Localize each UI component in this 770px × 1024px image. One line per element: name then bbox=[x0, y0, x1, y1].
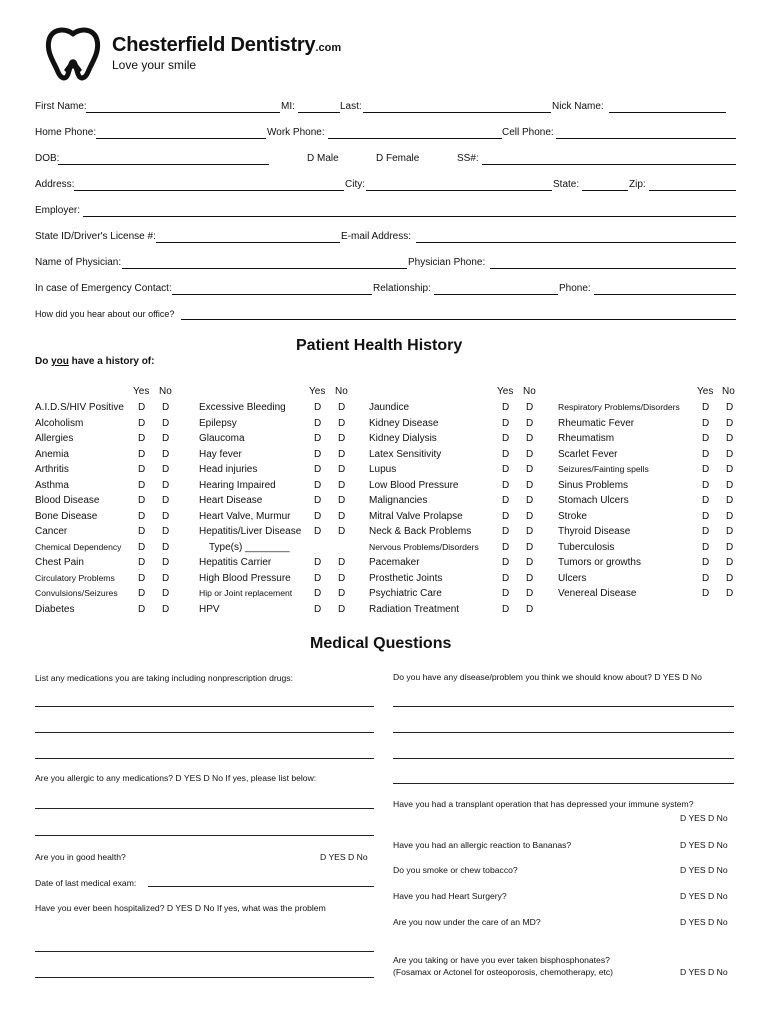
history-yes-checkbox[interactable]: D bbox=[314, 449, 322, 460]
history-yes-checkbox[interactable]: D bbox=[138, 433, 146, 444]
history-no-checkbox[interactable]: D bbox=[526, 433, 534, 444]
employer-label: Employer: bbox=[35, 205, 81, 216]
logo-tagline: Love your smile bbox=[112, 58, 197, 72]
history-no-checkbox[interactable]: D bbox=[338, 464, 346, 475]
history-no-checkbox[interactable]: D bbox=[162, 449, 170, 460]
logo bbox=[44, 24, 374, 84]
disease-line-3[interactable] bbox=[393, 758, 734, 759]
history-label: Head injuries bbox=[199, 464, 258, 475]
history-label: Hepatitis Carrier bbox=[199, 557, 272, 568]
home-phone-field[interactable] bbox=[96, 138, 266, 139]
history-yes-checkbox[interactable]: D bbox=[314, 480, 322, 491]
heart-options[interactable]: D YES D No bbox=[680, 891, 728, 901]
history-yes-checkbox[interactable]: D bbox=[502, 464, 510, 475]
work-phone-label: Work Phone: bbox=[267, 127, 325, 138]
allergic-line-1[interactable] bbox=[35, 808, 374, 809]
dob-field[interactable] bbox=[58, 164, 269, 165]
history-yes-checkbox[interactable]: D bbox=[502, 433, 510, 444]
female-checkbox[interactable]: D Female bbox=[376, 153, 420, 164]
history-no-checkbox[interactable]: D bbox=[526, 449, 534, 460]
history-yes-checkbox[interactable]: D bbox=[502, 402, 510, 413]
history-no-checkbox[interactable]: D bbox=[162, 511, 170, 522]
history-label: Hepatitis/Liver Disease bbox=[199, 526, 302, 537]
history-yes-checkbox[interactable]: D bbox=[138, 480, 146, 491]
history-yes-checkbox[interactable]: D bbox=[702, 573, 710, 584]
bananas-options[interactable]: D YES D No bbox=[680, 840, 728, 850]
history-label: Cancer bbox=[35, 526, 68, 537]
history-no-checkbox[interactable]: D bbox=[726, 402, 734, 413]
last-exam-label: Date of last medical exam: bbox=[35, 878, 137, 888]
state-label: State: bbox=[553, 179, 580, 190]
history-yes-checkbox[interactable]: D bbox=[138, 588, 146, 599]
physician-label: Name of Physician: bbox=[35, 257, 122, 268]
disease-line-2[interactable] bbox=[393, 732, 734, 733]
ssn-label: SS#: bbox=[457, 153, 479, 164]
male-checkbox[interactable]: D Male bbox=[307, 153, 339, 164]
history-yes-checkbox[interactable]: D bbox=[314, 604, 322, 615]
history-label: Psychiatric Care bbox=[369, 588, 442, 599]
history-yes-checkbox[interactable]: D bbox=[502, 526, 510, 537]
history-yes-checkbox[interactable]: D bbox=[314, 526, 322, 537]
history-yes-checkbox[interactable]: D bbox=[138, 418, 146, 429]
work-phone-field[interactable] bbox=[328, 138, 502, 139]
history-no-checkbox[interactable]: D bbox=[726, 464, 734, 475]
home-phone-label: Home Phone: bbox=[35, 127, 97, 138]
ssn-field[interactable] bbox=[482, 164, 736, 165]
history-no-checkbox[interactable]: D bbox=[726, 588, 734, 599]
history-yes-checkbox[interactable]: D bbox=[314, 573, 322, 584]
history-label: A.I.D.S/HIV Positive bbox=[35, 402, 124, 413]
history-label: Arthritis bbox=[35, 464, 69, 475]
history-label: High Blood Pressure bbox=[199, 573, 291, 584]
history-label: Pacemaker bbox=[369, 557, 420, 568]
history-no-checkbox[interactable]: D bbox=[338, 480, 346, 491]
history-label: Heart Disease bbox=[199, 495, 263, 506]
history-no-checkbox[interactable]: D bbox=[338, 526, 346, 537]
history-no-checkbox[interactable]: D bbox=[526, 418, 534, 429]
last-label: Last: bbox=[340, 101, 362, 112]
disease-label: Do you have any disease/problem you think we should know about? D YES D No bbox=[393, 672, 702, 682]
history-label: Glaucoma bbox=[199, 433, 245, 444]
md-label: Are you now under the care of an MD? bbox=[393, 917, 541, 927]
history-yes-checkbox[interactable]: D bbox=[502, 449, 510, 460]
emergency-label: In case of Emergency Contact: bbox=[35, 283, 172, 294]
history-no-checkbox[interactable]: D bbox=[526, 526, 534, 537]
history-yes-checkbox[interactable]: D bbox=[702, 433, 710, 444]
bananas-label: Have you had an allergic reaction to Bananas? bbox=[393, 840, 572, 850]
email-label: E-mail Address: bbox=[341, 231, 412, 242]
history-label: Ulcers bbox=[558, 573, 587, 584]
history-yes-checkbox[interactable]: D bbox=[314, 464, 322, 475]
history-yes-checkbox[interactable]: D bbox=[138, 449, 146, 460]
physician-phone-label: Physician Phone: bbox=[408, 257, 486, 268]
history-label: Heart Valve, Murmur bbox=[199, 511, 291, 522]
license-label: State ID/Driver's License #: bbox=[35, 231, 156, 242]
history-label: Allergies bbox=[35, 433, 74, 444]
md-options[interactable]: D YES D No bbox=[680, 917, 728, 927]
health-history-title: Patient Health History bbox=[296, 337, 463, 354]
history-yes-checkbox[interactable]: D bbox=[702, 588, 710, 599]
history-yes-checkbox[interactable]: D bbox=[314, 402, 322, 413]
hospitalized-line-1[interactable] bbox=[35, 951, 374, 952]
history-no-checkbox[interactable]: D bbox=[162, 588, 170, 599]
history-no-checkbox[interactable]: D bbox=[338, 588, 346, 599]
history-label: Stroke bbox=[558, 511, 587, 522]
medications-line-2[interactable] bbox=[35, 732, 374, 733]
col4-no-header: No bbox=[722, 386, 735, 397]
history-yes-checkbox[interactable]: D bbox=[702, 495, 710, 506]
history-label: Anemia bbox=[35, 449, 69, 460]
history-no-checkbox[interactable]: D bbox=[726, 480, 734, 491]
emergency-field[interactable] bbox=[172, 294, 372, 295]
history-yes-checkbox[interactable]: D bbox=[502, 542, 510, 553]
physician-phone-field[interactable] bbox=[490, 268, 736, 269]
history-yes-checkbox[interactable]: D bbox=[702, 526, 710, 537]
history-label: Type(s) ________ bbox=[209, 542, 290, 553]
relationship-label: Relationship: bbox=[373, 283, 431, 294]
tooth-logo-icon bbox=[44, 24, 102, 82]
history-yes-checkbox[interactable]: D bbox=[314, 557, 322, 568]
relationship-field[interactable] bbox=[434, 294, 558, 295]
history-yes-checkbox[interactable]: D bbox=[138, 464, 146, 475]
history-yes-checkbox[interactable]: D bbox=[502, 604, 510, 615]
transplant-options[interactable]: D YES D No bbox=[680, 813, 728, 823]
history-no-checkbox[interactable]: D bbox=[162, 480, 170, 491]
state-field[interactable] bbox=[582, 190, 628, 191]
cell-phone-label: Cell Phone: bbox=[502, 127, 554, 138]
last-exam-field[interactable] bbox=[148, 886, 374, 887]
history-no-checkbox[interactable]: D bbox=[526, 573, 534, 584]
history-yes-checkbox[interactable]: D bbox=[138, 573, 146, 584]
city-label: City: bbox=[345, 179, 365, 190]
history-yes-checkbox[interactable]: D bbox=[702, 557, 710, 568]
address-field[interactable] bbox=[74, 190, 344, 191]
history-label: Diabetes bbox=[35, 604, 75, 615]
zip-label: Zip: bbox=[629, 179, 646, 190]
history-no-checkbox[interactable]: D bbox=[162, 495, 170, 506]
history-yes-checkbox[interactable]: D bbox=[138, 511, 146, 522]
logo-suffix: .com bbox=[315, 42, 342, 54]
first-name-field[interactable] bbox=[86, 112, 280, 113]
history-label: Hearing Impaired bbox=[199, 480, 276, 491]
history-label: Hip or Joint replacement bbox=[199, 588, 293, 598]
history-no-checkbox[interactable]: D bbox=[726, 433, 734, 444]
history-label: Prosthetic Joints bbox=[369, 573, 443, 584]
history-label: Low Blood Pressure bbox=[369, 480, 459, 491]
allergic-label: Are you allergic to any medications? D YES D No If yes, please list below: bbox=[35, 773, 317, 783]
history-no-checkbox[interactable]: D bbox=[338, 449, 346, 460]
history-no-checkbox[interactable]: D bbox=[338, 418, 346, 429]
email-field[interactable] bbox=[416, 242, 736, 243]
history-label: Hay fever bbox=[199, 449, 242, 460]
cell-phone-field[interactable] bbox=[556, 138, 736, 139]
history-label: Epilepsy bbox=[199, 418, 237, 429]
history-yes-checkbox[interactable]: D bbox=[138, 557, 146, 568]
history-label: Bone Disease bbox=[35, 511, 98, 522]
history-label: Circulatory Problems bbox=[35, 573, 115, 583]
history-yes-checkbox[interactable]: D bbox=[502, 480, 510, 491]
logo-name: Chesterfield Dentistry bbox=[112, 34, 316, 56]
history-label: Radiation Treatment bbox=[369, 604, 460, 615]
history-label: Sinus Problems bbox=[558, 480, 629, 491]
history-label: Chemical Dependency bbox=[35, 542, 122, 552]
history-label: Kidney Dialysis bbox=[369, 433, 437, 444]
last-name-field[interactable] bbox=[363, 112, 551, 113]
history-no-checkbox[interactable]: D bbox=[526, 402, 534, 413]
history-label: Thyroid Disease bbox=[558, 526, 631, 537]
history-yes-checkbox[interactable]: D bbox=[702, 464, 710, 475]
col3-no-header: No bbox=[523, 386, 536, 397]
medications-line-1[interactable] bbox=[35, 706, 374, 707]
medications-label: List any medications you are taking including nonprescription drugs: bbox=[35, 673, 293, 683]
col4-yes-header: Yes bbox=[697, 386, 714, 397]
history-yes-checkbox[interactable]: D bbox=[138, 402, 146, 413]
history-no-checkbox[interactable]: D bbox=[526, 511, 534, 522]
history-label: Tuberculosis bbox=[558, 542, 615, 553]
history-no-checkbox[interactable]: D bbox=[526, 542, 534, 553]
history-no-checkbox[interactable]: D bbox=[526, 604, 534, 615]
zip-field[interactable] bbox=[649, 190, 736, 191]
history-yes-checkbox[interactable]: D bbox=[702, 542, 710, 553]
mi-label: MI: bbox=[281, 101, 295, 112]
history-yes-checkbox[interactable]: D bbox=[502, 573, 510, 584]
nick-name-field[interactable] bbox=[609, 112, 726, 113]
col2-no-header: No bbox=[335, 386, 348, 397]
good-health-label: Are you in good health? bbox=[35, 852, 126, 862]
employer-field[interactable] bbox=[83, 216, 736, 217]
bisphos-options[interactable]: D YES D No bbox=[680, 967, 728, 977]
history-no-checkbox[interactable]: D bbox=[338, 402, 346, 413]
history-label: Mitral Valve Prolapse bbox=[369, 511, 463, 522]
history-no-checkbox[interactable]: D bbox=[162, 557, 170, 568]
allergic-line-2[interactable] bbox=[35, 835, 374, 836]
license-field[interactable] bbox=[156, 242, 340, 243]
history-no-checkbox[interactable]: D bbox=[162, 433, 170, 444]
history-yes-checkbox[interactable]: D bbox=[502, 557, 510, 568]
history-label: Respiratory Problems/Disorders bbox=[558, 402, 680, 412]
history-label: Convulsions/Seizures bbox=[35, 588, 118, 598]
history-label: Scarlet Fever bbox=[558, 449, 618, 460]
history-no-checkbox[interactable]: D bbox=[726, 573, 734, 584]
history-label: Seizures/Fainting spells bbox=[558, 464, 649, 474]
col2-yes-header: Yes bbox=[309, 386, 326, 397]
history-label: Neck & Back Problems bbox=[369, 526, 472, 537]
history-no-checkbox[interactable]: D bbox=[526, 480, 534, 491]
history-yes-checkbox[interactable]: D bbox=[138, 526, 146, 537]
history-no-checkbox[interactable]: D bbox=[726, 511, 734, 522]
nick-name-label: Nick Name: bbox=[552, 101, 604, 112]
col3-yes-header: Yes bbox=[497, 386, 514, 397]
first-name-label: First Name: bbox=[35, 101, 87, 112]
col1-yes-header: Yes bbox=[133, 386, 150, 397]
smoke-label: Do you smoke or chew tobacco? bbox=[393, 865, 518, 875]
history-yes-checkbox[interactable]: D bbox=[138, 542, 146, 553]
history-label: Latex Sensitivity bbox=[369, 449, 442, 460]
history-no-checkbox[interactable]: D bbox=[526, 588, 534, 599]
history-yes-checkbox[interactable]: D bbox=[502, 495, 510, 506]
history-yes-checkbox[interactable]: D bbox=[502, 511, 510, 522]
history-no-checkbox[interactable]: D bbox=[726, 495, 734, 506]
history-label: Rheumatism bbox=[558, 433, 615, 444]
history-label: HPV bbox=[199, 604, 220, 615]
dob-label: DOB: bbox=[35, 153, 60, 164]
history-no-checkbox[interactable]: D bbox=[526, 464, 534, 475]
address-label: Address: bbox=[35, 179, 75, 190]
history-prompt: Do you have a history of: bbox=[35, 356, 155, 367]
history-label: Stomach Ulcers bbox=[558, 495, 629, 506]
history-label: Kidney Disease bbox=[369, 418, 439, 429]
history-no-checkbox[interactable]: D bbox=[162, 402, 170, 413]
history-no-checkbox[interactable]: D bbox=[162, 573, 170, 584]
history-label: Nervous Problems/Disorders bbox=[369, 542, 479, 552]
history-yes-checkbox[interactable]: D bbox=[314, 511, 322, 522]
history-no-checkbox[interactable]: D bbox=[162, 418, 170, 429]
history-yes-checkbox[interactable]: D bbox=[702, 418, 710, 429]
medical-questions-title: Medical Questions bbox=[310, 635, 452, 652]
transplant-label: Have you had a transplant operation that has depressed your immune system? bbox=[393, 799, 694, 809]
disease-line-4[interactable] bbox=[393, 783, 734, 784]
good-health-options[interactable]: D YES D No bbox=[320, 852, 368, 862]
phone-label: Phone: bbox=[559, 283, 591, 294]
history-no-checkbox[interactable]: D bbox=[338, 573, 346, 584]
history-no-checkbox[interactable]: D bbox=[338, 495, 346, 506]
mi-field[interactable] bbox=[298, 112, 340, 113]
history-label: Jaundice bbox=[369, 402, 410, 413]
history-yes-checkbox[interactable]: D bbox=[314, 495, 322, 506]
physician-field[interactable] bbox=[122, 268, 407, 269]
history-no-checkbox[interactable]: D bbox=[526, 557, 534, 568]
city-field[interactable] bbox=[366, 190, 552, 191]
hospitalized-label: Have you ever been hospitalized? D YES D No If yes, what was the problem bbox=[35, 903, 326, 913]
smoke-options[interactable]: D YES D No bbox=[680, 865, 728, 875]
history-label: Venereal Disease bbox=[558, 588, 637, 599]
history-no-checkbox[interactable]: D bbox=[526, 495, 534, 506]
history-no-checkbox[interactable]: D bbox=[162, 464, 170, 475]
history-yes-checkbox[interactable]: D bbox=[314, 418, 322, 429]
history-yes-checkbox[interactable]: D bbox=[138, 604, 146, 615]
heart-label: Have you had Heart Surgery? bbox=[393, 891, 507, 901]
bisphos-label: Are you taking or have you ever taken bisphosphonates? bbox=[393, 955, 610, 965]
history-yes-checkbox[interactable]: D bbox=[702, 449, 710, 460]
history-no-checkbox[interactable]: D bbox=[726, 542, 734, 553]
history-no-checkbox[interactable]: D bbox=[338, 557, 346, 568]
history-label: Rheumatic Fever bbox=[558, 418, 635, 429]
history-label: Blood Disease bbox=[35, 495, 100, 506]
bisphos-sub-label: (Fosamax or Actonel for osteoporosis, chemotherapy, etc) bbox=[393, 967, 614, 977]
history-label: Chest Pain bbox=[35, 557, 84, 568]
history-no-checkbox[interactable]: D bbox=[162, 604, 170, 615]
history-no-checkbox[interactable]: D bbox=[338, 604, 346, 615]
history-yes-checkbox[interactable]: D bbox=[314, 433, 322, 444]
history-no-checkbox[interactable]: D bbox=[726, 418, 734, 429]
emergency-phone-field[interactable] bbox=[594, 294, 736, 295]
history-yes-checkbox[interactable]: D bbox=[138, 495, 146, 506]
history-label: Alcoholism bbox=[35, 418, 84, 429]
history-yes-checkbox[interactable]: D bbox=[702, 511, 710, 522]
history-label: Tumors or growths bbox=[558, 557, 641, 568]
heard-field[interactable] bbox=[181, 319, 736, 320]
history-no-checkbox[interactable]: D bbox=[726, 557, 734, 568]
medications-line-3[interactable] bbox=[35, 758, 374, 759]
history-label: Excessive Bleeding bbox=[199, 402, 286, 413]
history-no-checkbox[interactable]: D bbox=[726, 449, 734, 460]
history-yes-checkbox[interactable]: D bbox=[702, 480, 710, 491]
history-no-checkbox[interactable]: D bbox=[726, 526, 734, 537]
history-no-checkbox[interactable]: D bbox=[338, 433, 346, 444]
disease-line-1[interactable] bbox=[393, 706, 734, 707]
history-no-checkbox[interactable]: D bbox=[162, 526, 170, 537]
history-label: Asthma bbox=[35, 480, 69, 491]
history-yes-checkbox[interactable]: D bbox=[502, 588, 510, 599]
history-yes-checkbox[interactable]: D bbox=[702, 402, 710, 413]
hospitalized-line-2[interactable] bbox=[35, 977, 374, 978]
history-yes-checkbox[interactable]: D bbox=[314, 588, 322, 599]
history-label: Malignancies bbox=[369, 495, 428, 506]
col1-no-header: No bbox=[159, 386, 172, 397]
history-no-checkbox[interactable]: D bbox=[162, 542, 170, 553]
history-yes-checkbox[interactable]: D bbox=[502, 418, 510, 429]
history-no-checkbox[interactable]: D bbox=[338, 511, 346, 522]
heard-label: How did you hear about our office? bbox=[35, 309, 175, 319]
history-label: Lupus bbox=[369, 464, 397, 475]
